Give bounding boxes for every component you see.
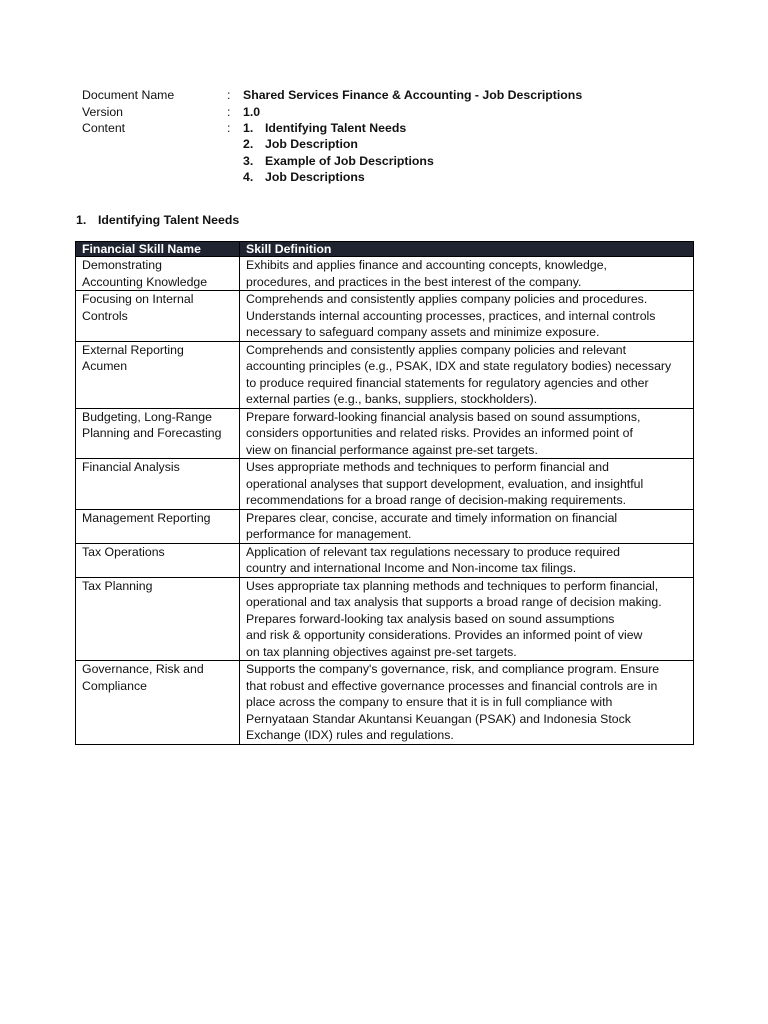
version-label: Version	[82, 104, 124, 119]
skill-definition-cell: Prepares clear, concise, accurate and timely information on financial performance for management.	[240, 509, 694, 543]
skill-name-cell: Budgeting, Long-Range Planning and Forecasting	[76, 408, 240, 459]
table-row	[76, 459, 694, 510]
contents-item-number: 1.	[243, 121, 254, 135]
section-heading	[76, 213, 239, 227]
table-row	[76, 341, 694, 408]
table-row	[76, 661, 694, 745]
contents-item	[243, 153, 434, 169]
document-name-value: Shared Services Finance & Accounting - Job Descriptions	[243, 88, 583, 102]
document-header	[82, 87, 702, 185]
contents-item	[243, 169, 434, 185]
table-row	[76, 291, 694, 342]
content-row	[82, 120, 702, 185]
contents-item	[243, 120, 434, 136]
skill-definition-cell: Application of relevant tax regulations necessary to produce required country and international Income and Non-income tax filings.	[240, 543, 694, 577]
skill-name-cell: Demonstrating Accounting Knowledge	[76, 257, 240, 291]
contents-item-text: Job Descriptions	[265, 169, 365, 184]
skill-definition-cell: Supports the company's governance, risk, and compliance program. Ensure that robust and effective governance processes and financial controls are in place across the company to ensure that it is in full compliance with Pernyataan Standar Akuntansi Keuangan (PSAK) and Indonesia Stock Exchange (IDX) rules and regulations.	[240, 661, 694, 745]
contents-item-text: Example of Job Descriptions	[265, 153, 434, 168]
skill-name-cell: Tax Operations	[76, 543, 240, 577]
document-name-label: Document Name	[82, 88, 175, 102]
table-row	[76, 408, 694, 459]
skill-name-cell: Tax Planning	[76, 577, 240, 661]
skill-name-cell: Management Reporting	[76, 509, 240, 543]
contents-item	[243, 136, 434, 152]
contents-item-text: Job Description	[265, 137, 358, 152]
separator-colon: :	[227, 88, 231, 102]
skill-definition-cell: Comprehends and consistently applies company policies and procedures. Understands internal accounting processes, practices, and internal controls necessary to safeguard company assets and minimize exposure.	[240, 291, 694, 342]
contents-item-number: 2.	[243, 137, 254, 152]
table-row	[76, 509, 694, 543]
skill-name-cell: Focusing on Internal Controls	[76, 291, 240, 342]
skill-definition-cell: Uses appropriate methods and techniques to perform financial and operational analyses that support development, evaluation, and insightful recommendations for a broad range of decision-making requirements.	[240, 459, 694, 510]
skill-definition-cell: Comprehends and consistently applies company policies and relevant accounting principles (e.g., PSAK, IDX and state regulatory bodies) necessary to produce required financial statements for regulatory agencies and other external parties (e.g., banks, suppliers, stockholders).	[240, 341, 694, 408]
skill-definition-cell: Uses appropriate tax planning methods and techniques to perform financial, operational and tax analysis that supports a broad range of decision making. Prepares forward-looking tax analysis based on sound assumptions and risk & opportunity considerations. Provides an informed point of view on tax planning objectives against pre-set targets.	[240, 577, 694, 661]
column-header-skill-name: Financial Skill Name	[76, 242, 240, 257]
skill-definition-cell: Exhibits and applies finance and accounting concepts, knowledge, procedures, and practices in the best interest of the company.	[240, 257, 694, 291]
contents-item-number: 4.	[243, 169, 254, 184]
content-label: Content	[82, 121, 126, 135]
table-row	[76, 257, 694, 291]
column-header-skill-definition: Skill Definition	[240, 242, 694, 257]
skill-name-cell: Governance, Risk and Compliance	[76, 661, 240, 745]
skill-name-cell: Financial Analysis	[76, 459, 240, 510]
skill-definition-cell: Prepare forward-looking financial analysis based on sound assumptions, considers opportunities and related risks. Provides an informed point of view on financial performance against pre-set targets.	[240, 408, 694, 459]
table-row	[76, 543, 694, 577]
version-value: 1.0	[243, 104, 261, 119]
contents-list	[243, 120, 434, 185]
table-row	[76, 577, 694, 661]
contents-item-text: Identifying Talent Needs	[265, 121, 407, 135]
document-name-row	[82, 87, 702, 104]
section-title: Identifying Talent Needs	[98, 213, 240, 227]
version-row	[82, 104, 702, 121]
separator-colon: :	[227, 104, 231, 119]
table-header-row	[76, 242, 694, 257]
skills-table	[75, 241, 694, 745]
contents-item-number: 3.	[243, 153, 254, 168]
section-number: 1.	[76, 213, 87, 227]
skill-name-cell: External Reporting Acumen	[76, 341, 240, 408]
separator-colon: :	[227, 121, 231, 135]
